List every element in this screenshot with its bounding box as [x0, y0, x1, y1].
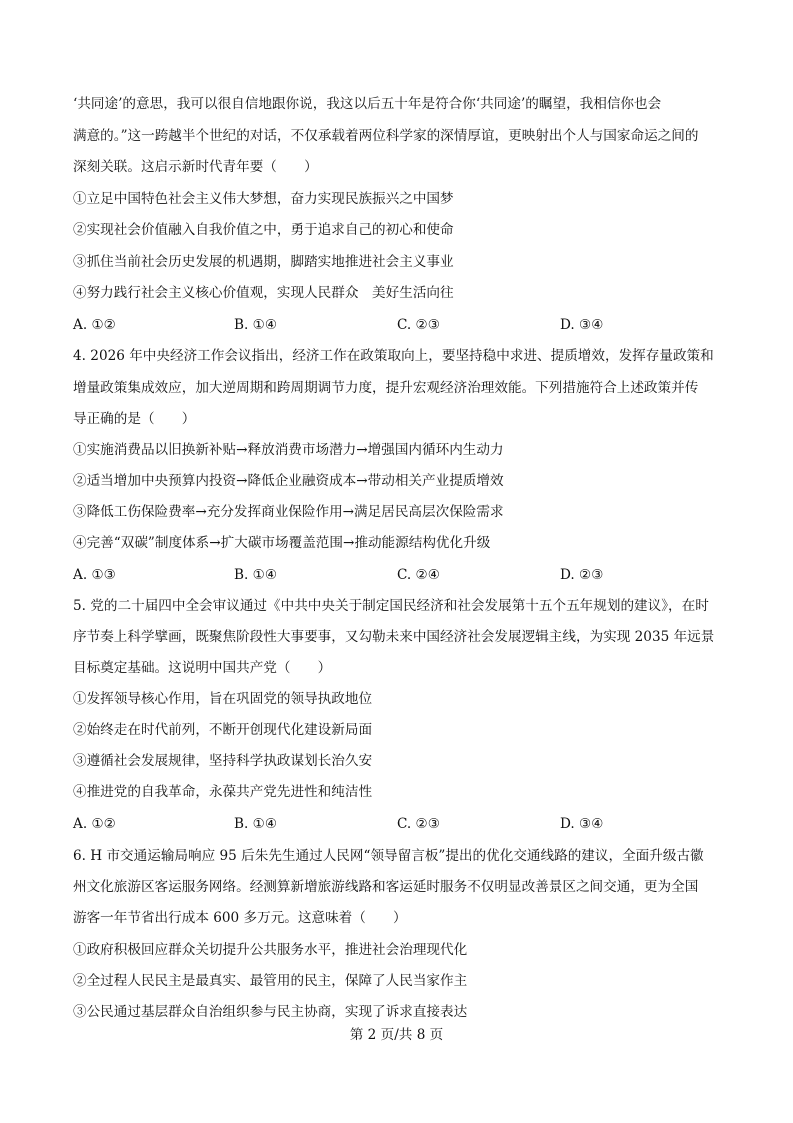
question-6-item: ①政府积极回应群众关切提升公共服务水平，推进社会治理现代化 — [73, 942, 468, 958]
question-6-item: ②全过程人民民主是最真实、最管用的民主，保障了人民当家作主 — [73, 973, 468, 989]
question-3-item: ①立足中国特色社会主义伟大梦想，奋力实现民族振兴之中国梦 — [73, 191, 454, 207]
question-6-item: ③公民通过基层群众自治组织参与民主协商，实现了诉求直接表达 — [73, 1004, 468, 1020]
question-5-item: ②始终走在时代前列，不断开创现代化建设新局面 — [73, 722, 373, 738]
question-3-options — [73, 315, 733, 335]
question-5-text-line: 目标奠定基础。这说明中国共产党（ ） — [73, 660, 332, 676]
option-d[interactable]: D. ③④ — [560, 816, 604, 832]
option-b[interactable]: B. ①④ — [234, 567, 278, 583]
question-5-item: ③遵循社会发展规律，坚持科学执政谋划长治久安 — [73, 753, 373, 769]
page-number: 第 2 页/共 8 页 — [349, 1027, 444, 1043]
question-4-item: ③降低工伤保险费率→充分发挥商业保险作用→满足居民高层次保险需求 — [73, 504, 504, 520]
question-5-text-line: 序节奏上科学擘画，既聚焦阶段性大事要事，又勾勒未来中国经济社会发展逻辑主线，为实现 2035 年远景 — [73, 629, 715, 645]
option-a[interactable]: A. ①② — [73, 317, 116, 333]
option-b[interactable]: B. ①④ — [234, 317, 278, 333]
option-d[interactable]: D. ③④ — [560, 317, 604, 333]
question-5-item: ①发挥领导核心作用，旨在巩固党的领导执政地位 — [73, 691, 373, 707]
question-6-text-line: 州文化旅游区客运服务网络。经测算新增旅游线路和客运延时服务不仅明显改善景区之间交通，更为全国 — [73, 879, 699, 895]
question-3-item: ④努力践行社会主义核心价值观，实现人民群众 美好生活向往 — [73, 285, 454, 301]
question-6-text-line: 游客一年节省出行成本 600 多万元。这意味着（ ） — [73, 910, 407, 926]
option-a[interactable]: A. ①② — [73, 816, 116, 832]
question-4-item: ①实施消费品以旧换新补贴→释放消费市场潜力→增强国内循环内生动力 — [73, 442, 504, 458]
question-6-text-line: 6. H 市交通运输局响应 95 后朱先生通过人民网“领导留言板”提出的优化交通线路的建议，全面升级古徽 — [73, 848, 704, 864]
question-4-item: ②适当增加中央预算内投资→降低企业融资成本→带动相关产业提质增效 — [73, 473, 504, 489]
option-a[interactable]: A. ①③ — [73, 567, 116, 583]
question-5-options — [73, 814, 733, 834]
option-c[interactable]: C. ②③ — [397, 317, 440, 333]
option-c[interactable]: C. ②③ — [397, 816, 440, 832]
question-4-item: ④完善“双碳”制度体系→扩大碳市场覆盖范围→推动能源结构优化升级 — [73, 535, 491, 551]
question-4-text-line: 增量政策集成效应，加大逆周期和跨周期调节力度，提升宏观经济治理效能。下列措施符合上述政策并传 — [73, 380, 699, 396]
question-3-text-line: 深刻关联。这启示新时代青年要（ ） — [73, 159, 318, 175]
option-c[interactable]: C. ②④ — [397, 567, 440, 583]
question-3-text-line: 满意的。”这一跨越半个世纪的对话，不仅承载着两位科学家的深情厚谊，更映射出个人与国家命运之间的 — [73, 128, 699, 144]
question-4-text-line: 导正确的是（ ） — [73, 411, 196, 427]
option-d[interactable]: D. ②③ — [560, 567, 604, 583]
question-3-item: ③抓住当前社会历史发展的机遇期，脚踏实地推进社会主义事业 — [73, 254, 454, 270]
question-5-text-line: 5. 党的二十届四中全会审议通过《中共中央关于制定国民经济和社会发展第十五个五年规划的建议》，在时 — [73, 598, 709, 614]
option-b[interactable]: B. ①④ — [234, 816, 278, 832]
question-3-item: ②实现社会价值融入自我价值之中，勇于追求自己的初心和使命 — [73, 222, 454, 238]
question-4-text-line: 4. 2026 年中央经济工作会议指出，经济工作在政策取向上，要坚持稳中求进、提质增效，发挥存量政策和 — [73, 348, 714, 364]
question-4-options — [73, 565, 733, 585]
question-5-item: ④推进党的自我革命，永葆共产党先进性和纯洁性 — [73, 784, 373, 800]
question-3-text-line: ‘共同途’的意思，我可以很自信地跟你说，我这以后五十年是符合你‘共同途’的瞩望，我相信你也会 — [73, 96, 662, 112]
